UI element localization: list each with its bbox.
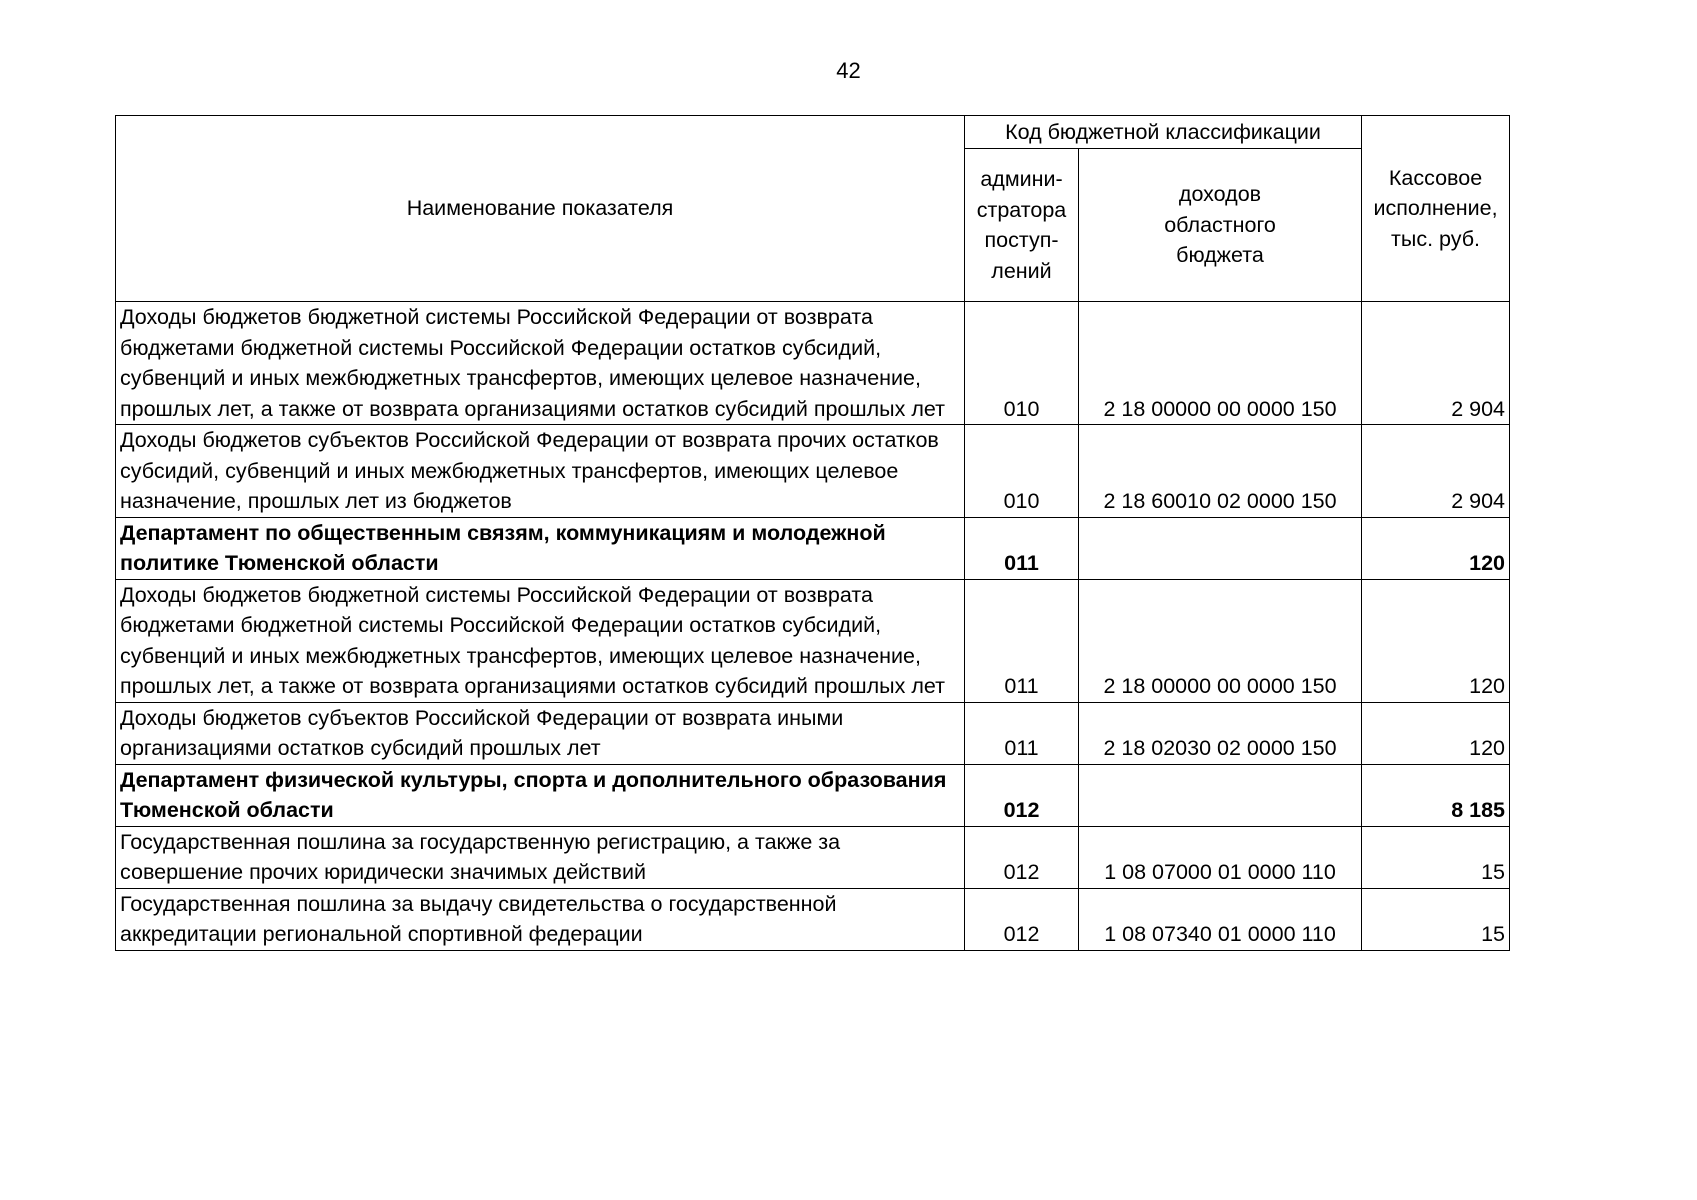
row-name: Департамент физической культуры, спорта и дополнительного образования Тюменской области xyxy=(116,764,965,826)
row-amount: 120 xyxy=(1362,579,1510,702)
row-income-code: 1 08 07000 01 0000 110 xyxy=(1079,826,1362,888)
row-name: Департамент по общественным связям, коммуникациям и молодежной политике Тюменской области xyxy=(116,517,965,579)
row-income-code: 2 18 00000 00 0000 150 xyxy=(1079,302,1362,425)
row-administrator-code: 012 xyxy=(965,764,1079,826)
table-row-department xyxy=(116,764,1510,826)
row-administrator-code: 011 xyxy=(965,517,1079,579)
header-name: Наименование показателя xyxy=(116,116,965,302)
row-income-code: 2 18 00000 00 0000 150 xyxy=(1079,579,1362,702)
row-amount: 120 xyxy=(1362,702,1510,764)
row-administrator-code: 010 xyxy=(965,302,1079,425)
row-administrator-code: 012 xyxy=(965,826,1079,888)
table-row xyxy=(116,579,1510,702)
table-body xyxy=(116,302,1510,951)
header-administrator xyxy=(965,149,1079,302)
table-row xyxy=(116,425,1510,518)
row-income-code: 2 18 60010 02 0000 150 xyxy=(1079,425,1362,518)
row-name: Доходы бюджетов субъектов Российской Федерации от возврата прочих остатков субсидий, субвенций и иных межбюджетных трансфертов, имеющих целевое назначение, прошлых лет из бюджетов xyxy=(116,425,965,518)
header-amount-text: Кассовое исполнение, тыс. руб. xyxy=(1373,165,1498,251)
row-amount: 15 xyxy=(1362,888,1510,950)
table-row xyxy=(116,888,1510,950)
header-amount xyxy=(1362,116,1510,302)
row-administrator-code: 012 xyxy=(965,888,1079,950)
row-amount: 2 904 xyxy=(1362,302,1510,425)
header-income-code-text: доходов областного бюджета xyxy=(1164,182,1276,268)
row-name: Государственная пошлина за выдачу свидетельства о государственной аккредитации региональной спортивной федерации xyxy=(116,888,965,950)
header-administrator-text: админи- стратора поступ- лений xyxy=(976,167,1067,283)
table-row xyxy=(116,702,1510,764)
row-name: Государственная пошлина за государственную регистрацию, а также за совершение прочих юридически значимых действий xyxy=(116,826,965,888)
row-income-code xyxy=(1079,517,1362,579)
row-income-code xyxy=(1079,764,1362,826)
page-number: 42 xyxy=(836,58,861,83)
header-kbk-group: Код бюджетной классификации xyxy=(965,116,1362,149)
table-row-department xyxy=(116,517,1510,579)
row-amount: 2 904 xyxy=(1362,425,1510,518)
table-row xyxy=(116,826,1510,888)
row-amount: 8 185 xyxy=(1362,764,1510,826)
row-name: Доходы бюджетов субъектов Российской Федерации от возврата иными организациями остатков субсидий прошлых лет xyxy=(116,702,965,764)
table-row xyxy=(116,302,1510,425)
header-income-code xyxy=(1079,149,1362,302)
row-administrator-code: 011 xyxy=(965,702,1079,764)
budget-table xyxy=(115,115,1510,951)
row-income-code: 2 18 02030 02 0000 150 xyxy=(1079,702,1362,764)
row-amount: 15 xyxy=(1362,826,1510,888)
row-name: Доходы бюджетов бюджетной системы Российской Федерации от возврата бюджетами бюджетной системы Российской Федерации остатков субсидий, субвенций и иных межбюджетных трансфертов, имеющих целевое назначение, прошлых лет, а также от возврата организациями остатков субсидий прошлых лет xyxy=(116,302,965,425)
row-administrator-code: 010 xyxy=(965,425,1079,518)
row-amount: 120 xyxy=(1362,517,1510,579)
row-income-code: 1 08 07340 01 0000 110 xyxy=(1079,888,1362,950)
row-administrator-code: 011 xyxy=(965,579,1079,702)
row-name: Доходы бюджетов бюджетной системы Российской Федерации от возврата бюджетами бюджетной системы Российской Федерации остатков субсидий, субвенций и иных межбюджетных трансфертов, имеющих целевое назначение, прошлых лет, а также от возврата организациями остатков субсидий прошлых лет xyxy=(116,579,965,702)
